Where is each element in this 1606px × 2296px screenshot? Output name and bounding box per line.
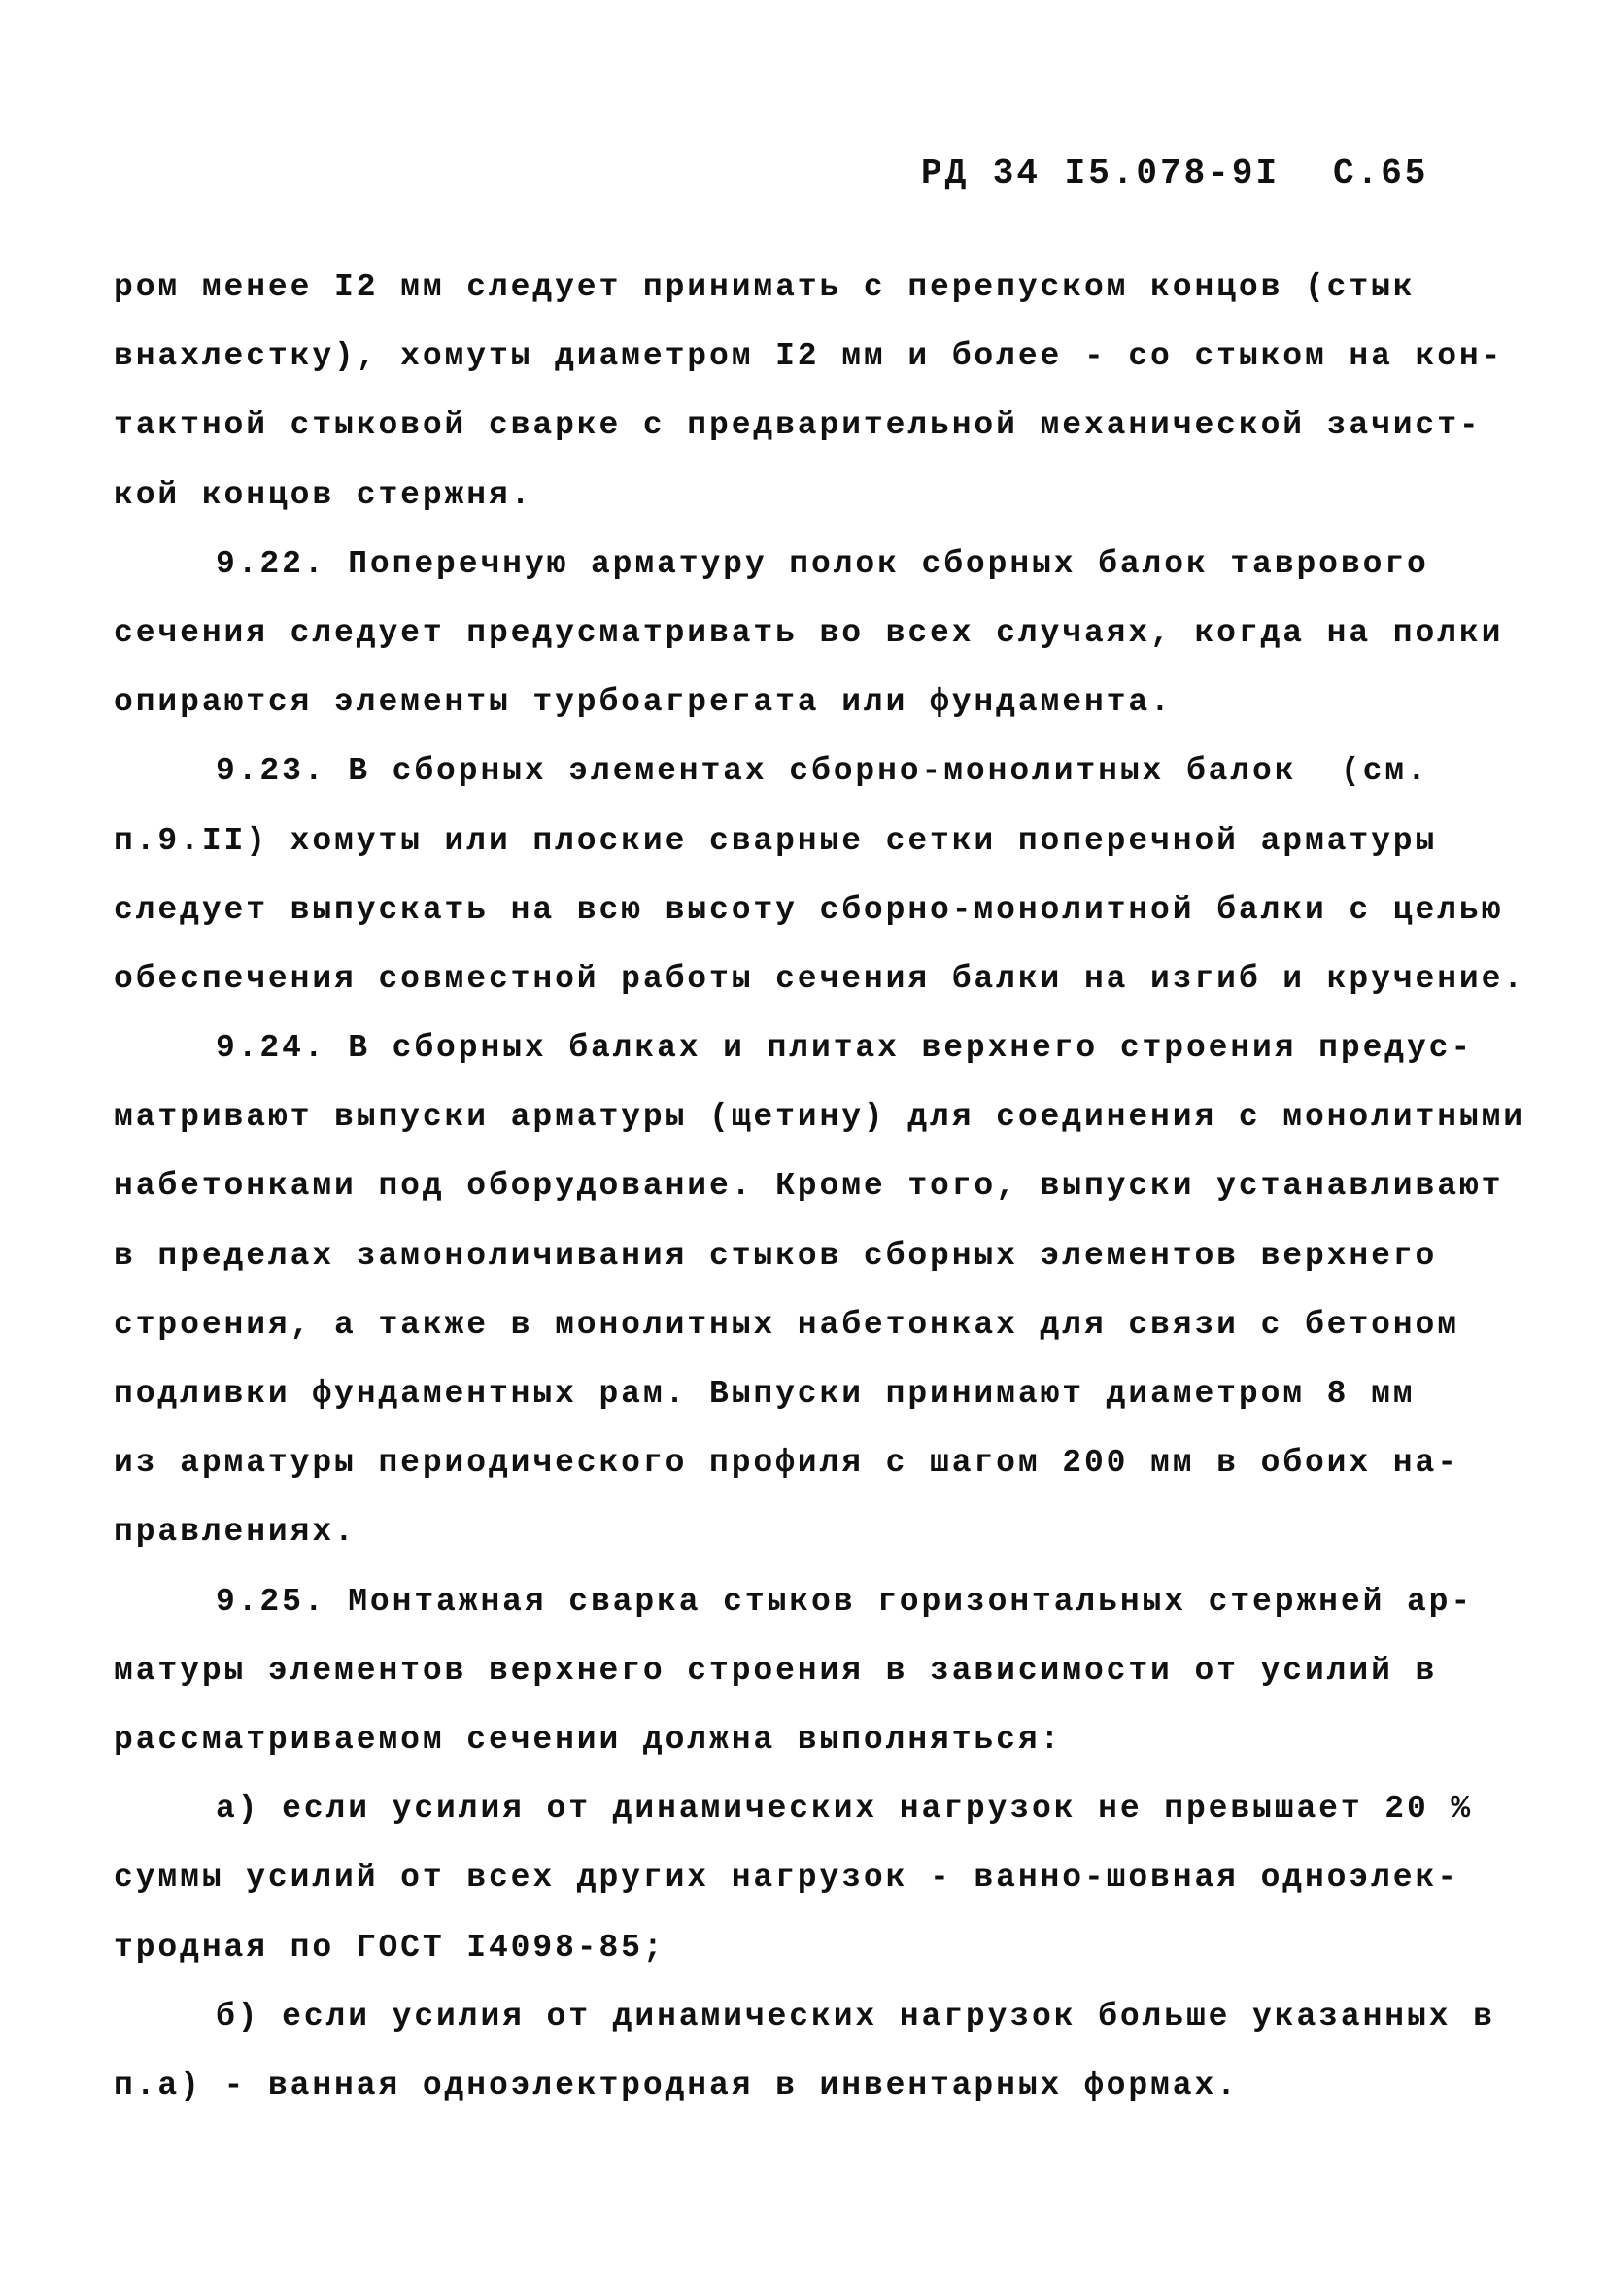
text-line: рассматриваемом сечении должна выполняться: (114, 1721, 1063, 1758)
text-line: набетонками под оборудование. Кроме того, выпуски устанавливают (114, 1168, 1504, 1205)
text-line: 9.22. Поперечную арматуру полок сборных балок таврового (216, 545, 1429, 582)
text-line: тактной стыковой сварке с предварительной механической зачист- (114, 407, 1482, 444)
text-line: тродная по ГОСТ I4098-85; (114, 1929, 666, 1966)
document-code: РД 34 I5.078-9I (921, 154, 1281, 193)
text-line: из арматуры периодического профиля с шагом 200 мм в обоих на- (114, 1445, 1459, 1482)
text-line: опираются элементы турбоагрегата или фундамента. (114, 684, 1173, 721)
text-line: правлениях. (114, 1514, 357, 1551)
text-line: матуры элементов верхнего строения в зависимости от усилий в (114, 1652, 1438, 1689)
text-line: строения, а также в монолитных набетонках для связи с бетоном (114, 1306, 1459, 1343)
body-text (114, 253, 1532, 2120)
page-number: С.65 (1333, 154, 1429, 193)
text-line: матривают выпуски арматуры (щетину) для соединения с монолитными (114, 1099, 1526, 1136)
text-line: суммы усилий от всех других нагрузок - ванно-шовная одноэлек- (114, 1860, 1459, 1897)
text-line: сечения следует предусматривать во всех случаях, когда на полки (114, 614, 1504, 651)
text-line: 9.23. В сборных элементах сборно-монолитных балок (см. (216, 753, 1429, 790)
text-line: 9.25. Монтажная сварка стыков горизонтальных стержней ар- (216, 1583, 1474, 1620)
text-line: в пределах замоноличивания стыков сборных элементов верхнего (114, 1237, 1438, 1274)
text-line: а) если усилия от динамических нагрузок не превышает 20 % (216, 1791, 1474, 1828)
text-line: обеспечения совместной работы сечения балки на изгиб и кручение. (114, 960, 1526, 997)
text-line: следует выпускать на всю высоту сборно-монолитной балки с целью (114, 891, 1504, 928)
text-line: ром менее I2 мм следует принимать с перепуском концов (стык (114, 269, 1416, 305)
text-line: п.а) - ванная одноэлектродная в инвентарных формах. (114, 2067, 1239, 2104)
text-line: п.9.II) хомуты или плоские сварные сетки поперечной арматуры (114, 822, 1438, 859)
text-line: 9.24. В сборных балках и плитах верхнего строения предус- (216, 1030, 1474, 1067)
text-line: кой концов стержня. (114, 476, 533, 513)
text-line: внахлестку), хомуты диаметром I2 мм и более - со стыком на кон- (114, 338, 1504, 375)
text-line: подливки фундаментных рам. Выпуски принимают диаметром 8 мм (114, 1376, 1416, 1412)
text-line: б) если усилия от динамических нагрузок больше указанных в (216, 1998, 1495, 2035)
